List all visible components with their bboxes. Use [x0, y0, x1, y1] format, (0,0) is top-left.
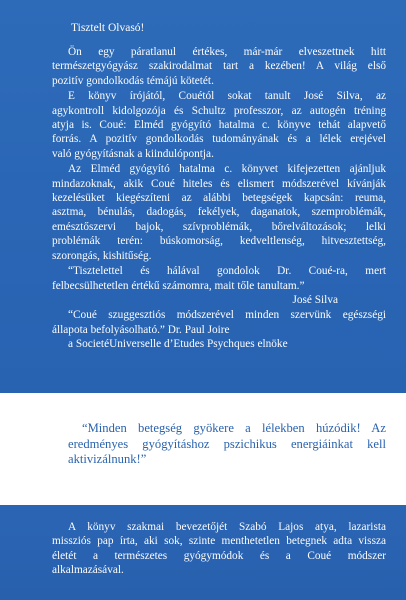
featured-quote: “Minden betegség gyökere a lélekben húzódik! Az eredményes gyógyításhoz pszichikus energiáinkat kell aktivizálnunk!” [68, 421, 386, 467]
text-line: missziós pap írta, aki sok, szinte menthetetlen betegnek adta vissza [52, 535, 386, 548]
text-line: atyja is. Coué: Elméd gyógyító hatalma c. könyve tehát alapvető [52, 119, 386, 132]
paragraph-4 [52, 264, 386, 293]
text-line: állapota befolyásolható.” Dr. Paul Joire [52, 323, 230, 336]
text-line: agykontroll kidolgozója és Schultz professzor, az autogén tréning [52, 104, 386, 117]
text-line: életét a természetes gyógymódok és a Coué módszer [52, 549, 386, 562]
text-line: pozitív gondolkodás témájú kötetét. [52, 74, 214, 87]
text-line: forrás. A pozitív gondolkodás tudományának és a lélek erejével [52, 133, 386, 146]
text-line: “Coué szuggesztiós módszerével minden szervünk egészségi [68, 309, 386, 322]
text-line: alkalmazásával. [52, 564, 124, 577]
text-line: A könyv szakmai bevezetőjét Szabó Lajos atya, lazarista [68, 521, 386, 533]
greeting: Tisztelt Olvasó! [71, 22, 145, 34]
signature-society: a SocietéUniverselle d’Etudes Psychques elnöke [68, 338, 288, 351]
paragraph-5 [52, 308, 386, 337]
text-line: problémák terén: búskomorság, kedveltlenség, hitvesztettség, [52, 235, 386, 248]
paragraph-2 [52, 89, 386, 161]
main-text [52, 45, 386, 352]
text-line: asztma, bénulás, dadogás, fekélyek, daganatok, szemproblémák, [52, 206, 386, 219]
paragraph-3 [52, 162, 386, 263]
signature-jose-silva: José Silva [292, 293, 338, 306]
text-line: emésztőszervi bajok, szívproblémák, bőrelváltozások; lelki [52, 220, 386, 233]
text-line: mindazoknak, akik Coué hiteles és elismert módszerével kívánják [52, 177, 386, 190]
bottom-text [52, 520, 386, 578]
text-line: E könyv írójától, Couétól sokat tanult José Silva, az [68, 90, 386, 103]
text-line: kezelésüket kiegészíteni az alábbi betegségek kapcsán: reuma, [52, 192, 386, 205]
text-line: szorongás, kishitűség. [52, 249, 152, 262]
paragraph-1 [52, 45, 386, 88]
text-line: Ön egy páratlanul értékes, már-már elveszettnek hitt [68, 46, 386, 58]
text-line: természetgyógyász szakirodalmat tart a kezében! A világ első [52, 60, 386, 73]
text-line: Az Elméd gyógyító hatalma c. könyvet kifejezetten ajánljuk [68, 163, 386, 176]
text-line: “Tisztelettel és hálával gondolok Dr. Coué-ra, mert [68, 265, 386, 278]
text-line: felbecsülhetetlen értékű számomra, mait tőle tanultam.” [52, 279, 305, 292]
text-line: való gyógyításnak a kiindulópontja. [52, 147, 214, 160]
